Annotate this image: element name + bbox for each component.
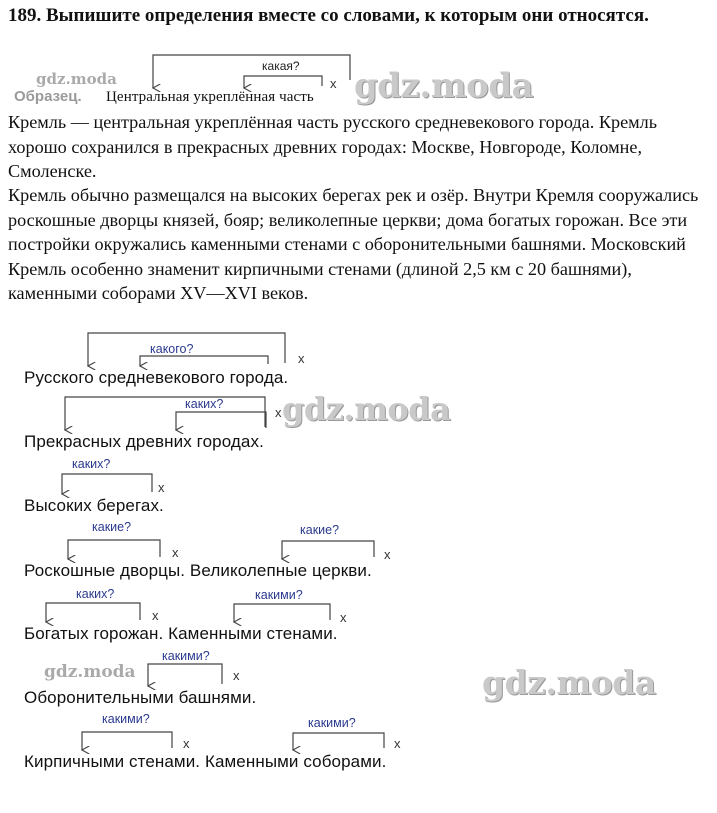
question-label-2: каких?: [185, 397, 224, 411]
question-label-5b: какими?: [255, 588, 303, 602]
question-label-5a: каких?: [76, 587, 115, 601]
watermark-small-1: gdz.moda: [36, 70, 117, 88]
question-label-7a: какими?: [102, 712, 150, 726]
text-paragraph-2: Кремль обычно размещался на высоких берегах рек и озёр. Внутри Кремля сооружались роскошные дворцы князей, бояр; великолепные церкви; дома богатых горожан. Все эти постройки окружались каменными стенами с оборонительными башнями. Московский Кремль особенно знаменит кирпичными стенами (длиной 2,5 км с 20 башнями), каменными соборами XV—XVI веков.: [8, 185, 699, 303]
question-label-4b: какие?: [300, 523, 340, 537]
answer-phrase-2: Прекрасных древних городах.: [24, 432, 264, 451]
arrow-6: [148, 664, 222, 686]
answer-phrase-1: Русского средневекового города.: [24, 368, 289, 387]
sample-text: Центральная укреплённая часть: [106, 89, 314, 105]
watermark-3: gdz.moda: [482, 663, 656, 702]
answer-phrase-3: Высоких берегах.: [24, 496, 164, 515]
answer-phrase-6: Оборонительными башнями.: [24, 688, 257, 707]
x-mark-5b: x: [340, 610, 347, 625]
sample-question: какая?: [262, 59, 300, 73]
question-label-7b: какими?: [308, 716, 356, 730]
arrow-4a: [68, 540, 160, 559]
arrow-3: [62, 474, 152, 494]
x-mark-3: x: [158, 480, 165, 495]
answer-phrase-4: Роскошные дворцы. Великолепные церкви.: [24, 561, 372, 580]
sample-arrow-outer: [153, 55, 350, 88]
sample-arrow-inner: [244, 76, 322, 88]
x-mark-7b: x: [394, 736, 401, 751]
arrow-5b: [234, 604, 330, 622]
arrow-1-outer: [88, 333, 285, 366]
x-mark-4b: x: [384, 547, 391, 562]
question-label-3: каких?: [72, 457, 111, 471]
arrow-4b: [282, 541, 374, 559]
question-label-6: какими?: [162, 649, 210, 663]
watermark-1: gdz.moda: [354, 66, 534, 106]
x-mark-7a: x: [183, 736, 190, 751]
sample-label: Образец.: [14, 88, 82, 105]
text-paragraph-1: Кремль — центральная укреплённая часть русского средневекового города. Кремль хорошо сохранился в прекрасных древних городах: Москве, Новгороде, Коломне, Смоленске.: [8, 112, 658, 181]
watermark-2: gdz.moda: [282, 390, 451, 428]
sample-x-mark: x: [330, 76, 337, 91]
x-mark-5a: x: [152, 608, 159, 623]
arrow-7b: [293, 733, 384, 750]
answer-phrase-7: Кирпичными стенами. Каменными соборами.: [24, 752, 387, 771]
question-label-4a: какие?: [92, 520, 132, 534]
arrow-7a: [82, 732, 172, 750]
x-mark-2: x: [275, 405, 282, 420]
arrow-5a: [46, 603, 140, 622]
arrow-2-inner: [176, 412, 266, 430]
question-label-1: какого?: [150, 342, 194, 356]
x-mark-6: x: [233, 668, 240, 683]
x-mark-4a: x: [172, 545, 179, 560]
arrow-2-outer: [65, 397, 265, 430]
arrow-1-inner: [140, 356, 268, 366]
x-mark-1: x: [298, 351, 305, 366]
watermark-small-2: gdz.moda: [44, 662, 136, 682]
task-title: 189. Выпишите определения вместе со словами, к которым они относятся.: [8, 5, 649, 26]
answer-phrase-5: Богатых горожан. Каменными стенами.: [24, 624, 338, 643]
